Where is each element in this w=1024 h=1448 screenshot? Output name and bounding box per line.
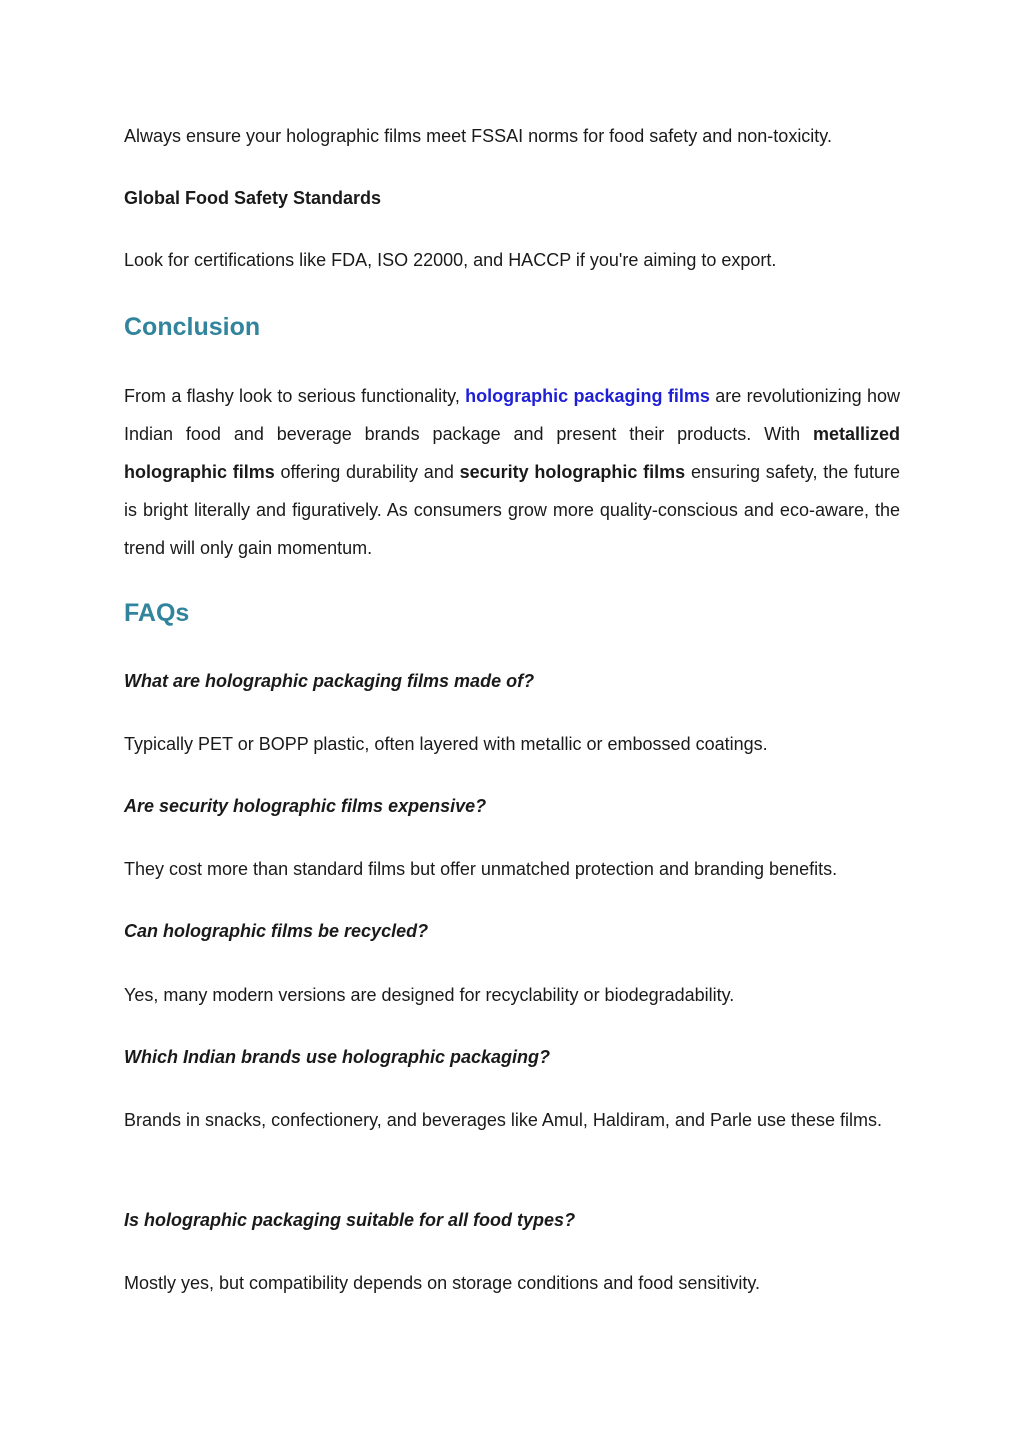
global-standards-subheading: Global Food Safety Standards xyxy=(124,188,382,208)
faq-question: Are security holographic films expensive? xyxy=(124,796,487,816)
faq-question: Is holographic packaging suitable for all food types? xyxy=(124,1210,576,1230)
conclusion-text-1: From a flashy look to serious functionality, xyxy=(124,386,466,406)
faq-answer: They cost more than standard films but offer unmatched protection and branding benefits. xyxy=(124,859,838,879)
faq-answer: Yes, many modern versions are designed for recyclability or biodegradability. xyxy=(124,985,735,1005)
conclusion-paragraph xyxy=(124,377,900,567)
metallized-films-bold: metallized holographic films xyxy=(124,424,900,482)
conclusion-text-4: ensuring safety, the future is bright literally and figuratively. As consumers grow more quality-conscious and eco-aware, the trend will only gain momentum. xyxy=(124,462,901,558)
conclusion-heading: Conclusion xyxy=(124,313,261,341)
faqs-heading: FAQs xyxy=(124,599,190,627)
conclusion-text-3: offering durability and xyxy=(274,462,460,482)
faq-question: What are holographic packaging films made of? xyxy=(124,671,535,691)
conclusion-text-2: are revolutionizing how Indian food and beverage brands package and present their products. With xyxy=(124,386,901,444)
fssai-note-paragraph: Always ensure your holographic films meet FSSAI norms for food safety and non-toxicity. xyxy=(124,126,832,146)
faq-answer: Brands in snacks, confectionery, and beverages like Amul, Haldiram, and Parle use these films. xyxy=(124,1110,883,1130)
global-standards-paragraph: Look for certifications like FDA, ISO 22000, and HACCP if you're aiming to export. xyxy=(124,250,777,270)
faq-answer: Typically PET or BOPP plastic, often layered with metallic or embossed coatings. xyxy=(124,734,768,754)
faq-question: Which Indian brands use holographic packaging? xyxy=(124,1047,551,1067)
security-films-bold: security holographic films xyxy=(459,462,686,482)
document-page xyxy=(124,0,900,1448)
faq-answer: Mostly yes, but compatibility depends on storage conditions and food sensitivity. xyxy=(124,1273,761,1293)
holographic-packaging-films-link[interactable]: holographic packaging films xyxy=(465,386,710,406)
faq-question: Can holographic films be recycled? xyxy=(124,921,429,941)
